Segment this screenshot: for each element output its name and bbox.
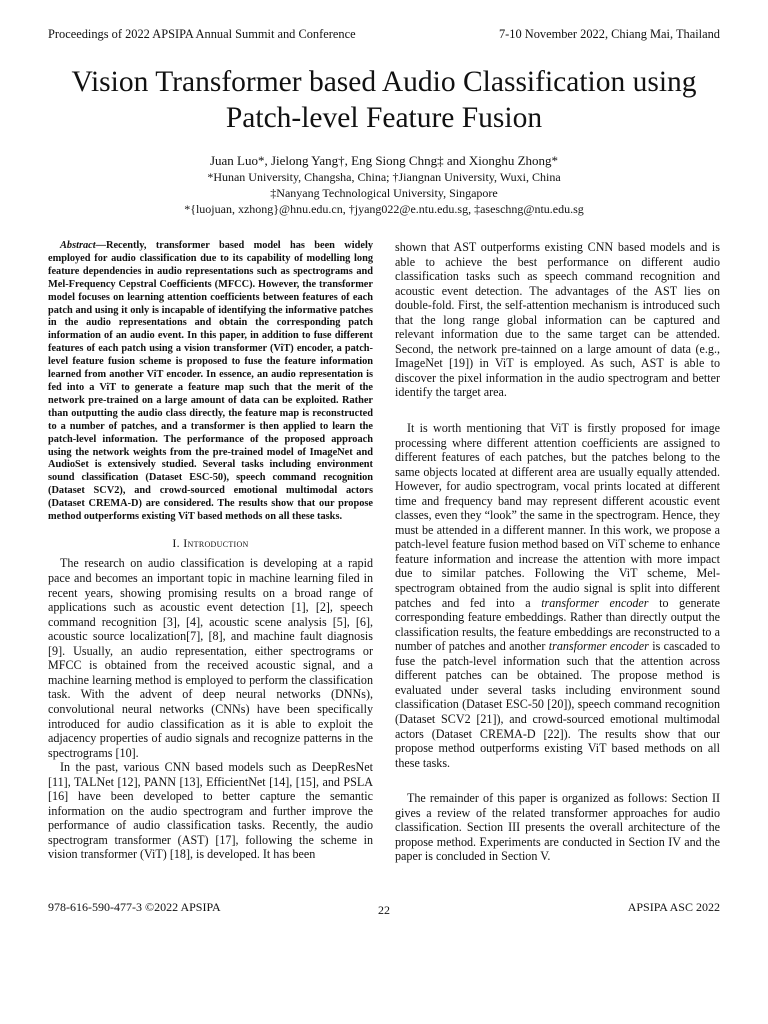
section-title: Introduction	[183, 535, 249, 550]
title-line-1: Vision Transformer based Audio Classification using	[71, 66, 697, 98]
affiliation-2: ‡Nanyang Technological University, Singapore	[270, 186, 498, 200]
running-header	[48, 27, 720, 42]
paragraph-3: shown that AST outperforms existing CNN based models and is able to achieve the best performance on different audio classification tasks such as speech command recognition and acoustic event detection. The advantages of the AST lies on double-fold. First, the self-attention mechanism is introduced such that the long range global information can be captured and relevant information due to the same target can be attended. Second, the network pre-tainned on a large amount of data (e.g., ImageNet [19]) in ViT is employed. As such, AST is able to discover the pixel information in the audio spectrogram and better identify the target area.	[395, 240, 720, 400]
abstract-text: —Recently, transformer based model has been widely employed for audio classification due to its capability of modelling long feature dependencies in audio representations such as spectrograms and Mel-Frequency Cepstral Coefficients (MFCC). However, the transformer model focuses on learning attention coefficients between features of each patch and using it only is incapable of identifying the informative patches in the audio representations and obtain the corresponding patch information of an audio event. In this paper, in addition to fuse different features of each patch using a vision transformer (ViT) encoder, a patch-level feature fusion scheme is proposed to fuse the feature information learned from another ViT encoder. In essence, an audio representation is fed into a ViT to generate a feature map such that the merit of the network pre-trained on a large amount of data can be exploited. Rather than outputting the audio class directly, the feature map is reconstructed to a number of patches, and a transformer is then applied to learn the patch-level information. The performance of the proposed approach using the network weights from the pre-trained model of ImageNet and AudioSet is extensively studied. Several tasks including environment sound classification (Dataset ESC-50), speech command recognition (Dataset SCV2), and crowd-sourced emotional multimodal actors (Dataset CREMA-D) are considered. The results show that our propose method outperforms existing ViT based methods on all these tasks.	[48, 240, 373, 523]
author-emails: *{luojuan, xzhong}@hnu.edu.cn, †jyang022@e.ntu.edu.sg, ‡aseschng@ntu.edu.sg	[184, 202, 584, 216]
abstract	[48, 240, 373, 524]
affiliation-1: *Hunan University, Changsha, China; †Jiangnan University, Wuxi, China	[207, 170, 561, 184]
section-number: I.	[172, 535, 180, 550]
author-block	[40, 153, 728, 217]
abstract-label: Abstract	[60, 240, 96, 251]
right-column	[395, 240, 720, 864]
paragraph-2: In the past, various CNN based models such as DeepResNet [11], TALNet [12], PANN [13], EfficientNet [14], [15], and PSLA [16] have been developed to better capture the semantic information on the audio spectrogram and further improve the performance of audio classification tasks. Recently, the audio spectrogram transformer (AST) [17], following the scheme in vision transformer (ViT) [18], is developed. It has been	[48, 760, 373, 862]
title-line-2: Patch-level Feature Fusion	[225, 102, 543, 134]
paragraph-1: The research on audio classification is developing at a rapid pace and becomes an important topic in machine learning filed in recent years, showing promising results on a broad range of applications such as acoustic event detection [1], [2], speech command recognition [3], [4], acoustic scene analysis [5], [6], acoustic source localization[7], [8], and machine fault diagnosis [9]. Usually, an audio representation, either spectrograms or MFCC is obtained from the received acoustic signal, and a machine learning method is employed to perform the classification task. With the advent of deep neural networks (DNNs), convolutional neural networks (CNNs) have been specifically introduced for audio classification as it is able to exploit the adjacency properties of audio signals and recognize patterns in the spectrograms [10].	[48, 556, 373, 760]
page-number: 22	[378, 903, 390, 917]
term-transformer-encoder-1: transformer encoder	[541, 595, 649, 610]
term-transformer-encoder-2: transformer encoder	[548, 639, 649, 654]
footer-isbn: 978-616-590-477-3 ©2022 APSIPA	[48, 900, 221, 914]
paragraph-4-part-b: to generate corresponding feature embeddings. Rather than directly output the classification results, the feature embeddings are reconstructed to a number of patches and another	[395, 595, 721, 654]
author-names: Juan Luo*, Jielong Yang†, Eng Siong Chng‡ and Xionghu Zhong*	[209, 153, 559, 168]
paragraph-5: The remainder of this paper is organized as follows: Section II gives a review of the related transformer approaches for audio classification. Section III presents the overall architecture of the propose method. Experiments are conducted in Section IV and the paper is concluded in Section V.	[395, 791, 720, 864]
paragraph-4-part-a: It is worth mentioning that ViT is firstly proposed for image processing where different attention coefficients are assigned to different features of each patches, but the patches belong to the same objects located at different area are usually equally attended. However, for audio spectrogram, vocal prints located at different time and frequency band may represent different acoustic event classes, even they “look” the same in the spectrogram. Hence, they must be attended in a different manner. In this work, we propose a patch-level feature fusion method based on ViT scheme to enhance feature information and increase the attention with more impact due to similar patches. Following the ViT scheme, Mel-spectrogram obtained from the audio signal is split into different patches and fed into a	[395, 421, 720, 610]
header-conference: Proceedings of 2022 APSIPA Annual Summit and Conference	[48, 27, 356, 41]
paragraph-4-part-c: is cascaded to fuse the patch-level information such that the attention across different patches can be obtained. The propose method is evaluated under several tasks including environment sound classification (Dataset ESC-50 [20]), speech command recognition (Dataset SCV2 [21]), and crowd-sourced emotional multimodal actors (Dataset CREMA-D [22]). The results show that our propose method outperforms existing ViT based methods on all these tasks.	[395, 639, 721, 770]
header-date: 7-10 November 2022, Chiang Mai, Thailand	[498, 27, 720, 41]
footer-conference: APSIPA ASC 2022	[627, 900, 720, 914]
paper-title	[30, 64, 738, 136]
left-column	[48, 240, 373, 862]
section-heading-introduction	[48, 536, 373, 551]
paragraph-4	[395, 421, 720, 770]
